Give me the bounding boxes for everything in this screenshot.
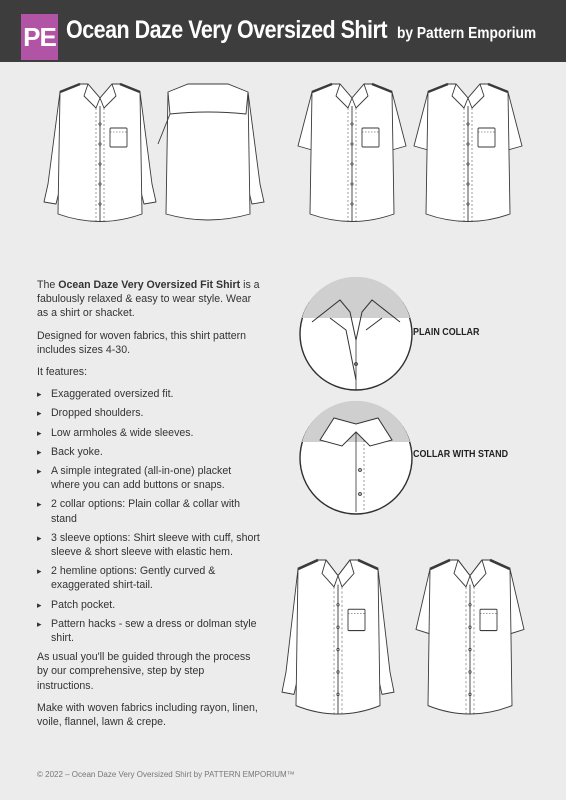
list-item: ▸ 2 collar options: Plain collar & collar with stand <box>37 497 262 525</box>
collar-stand-detail <box>300 401 412 514</box>
product-name: Ocean Daze Very Oversized Fit Shirt <box>58 279 241 291</box>
footer-copyright: © 2022 – Ocean Daze Very Oversized Shirt by PATTERN EMPORIUM™ <box>37 770 295 779</box>
shirt-front-long-sleeve <box>44 84 156 222</box>
description <box>37 278 262 737</box>
title-main: Ocean Daze Very Oversized Shirt <box>66 16 388 44</box>
guided-paragraph: As usual you'll be guided through the process by our comprehensive, step by step instructions. <box>37 651 251 692</box>
shirt-dress-long-sleeve <box>282 560 394 715</box>
title-byline: by Pattern Emporium <box>397 25 537 42</box>
list-item: ▸ Low armholes & wide sleeves. <box>37 426 262 440</box>
shirt-back-long-sleeve <box>158 84 264 220</box>
fabrics-paragraph: Make with woven fabrics including rayon, linen, voile, flannel, lawn & crepe. <box>37 701 258 729</box>
features-heading: It features: <box>37 366 88 379</box>
list-item: ▸ Pattern hacks - sew a dress or dolman style shirt. <box>37 617 262 645</box>
list-item: ▸ Back yoke. <box>37 445 262 459</box>
shirt-front-collar-stand <box>414 84 522 222</box>
list-item: ▸ Exaggerated oversized fit. <box>37 387 262 401</box>
list-item: ▸ 3 sleeve options: Shirt sleeve with cuff, short sleeve & short sleeve with elastic hem. <box>37 531 262 559</box>
plain-collar-label: PLAIN COLLAR <box>413 326 480 338</box>
list-item: ▸ A simple integrated (all-in-one) placket where you can add buttons or snaps. <box>37 464 262 492</box>
shirt-front-short-sleeve <box>298 84 406 222</box>
brand-logo: PE <box>21 14 58 60</box>
plain-collar-detail <box>300 277 412 390</box>
intro-paragraph: The Ocean Daze Very Oversized Fit Shirt is a fabulously relaxed & easy to wear style. Wear as a shirt or shacket. <box>37 279 260 320</box>
list-item: ▸ Patch pocket. <box>37 598 262 612</box>
designed-paragraph: Designed for woven fabrics, this shirt pattern includes sizes 4-30. <box>37 329 247 356</box>
collar-stand-label: COLLAR WITH STAND <box>413 448 509 460</box>
list-item: ▸ Dropped shoulders. <box>37 406 262 420</box>
features-list <box>37 387 262 645</box>
shirt-dress-short-sleeve <box>416 560 524 715</box>
list-item: ▸ 2 hemline options: Gently curved & exaggerated shirt-tail. <box>37 564 262 592</box>
